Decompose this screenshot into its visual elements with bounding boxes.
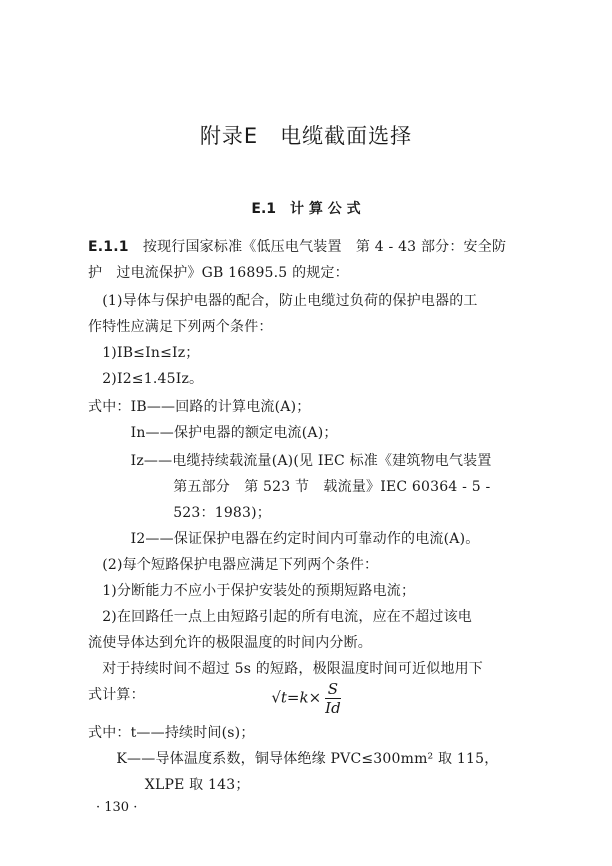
- clause-text: 按现行国家标准《低压电气装置 第 4 - 43 部分：安全防: [128, 239, 507, 255]
- formula-lhs: √t=k×: [271, 688, 322, 707]
- definition-line: In——保护电器的额定电流(A)；: [88, 425, 338, 441]
- clause-number: E.1.1: [88, 239, 129, 255]
- text-line: (1)导体与保护电器的配合，防止电缆过负荷的保护电器的工: [88, 293, 478, 309]
- text-line: 式计算：: [88, 687, 145, 703]
- text-line: 2)在回路任一点上由短路引起的所有电流，应在不超过该电: [88, 609, 472, 625]
- text-line: 1)分断能力不应小于保护安装处的预期短路电流；: [88, 583, 416, 599]
- appendix-title: 附录E 电缆截面选择: [199, 124, 413, 148]
- definition-line: I2——保证保护电器在约定时间内可靠动作的电流(A)。: [88, 531, 480, 547]
- definition-line: XLPE 取 143；: [88, 777, 250, 793]
- definition-line: 第五部分 第 523 节 载流量》IEC 60364 - 5 -: [88, 479, 491, 495]
- formula-fraction: [325, 680, 341, 717]
- clause-line: [88, 236, 506, 256]
- section-title: E.1 计 算 公 式: [251, 201, 361, 217]
- text-line: 对于持续时间不超过 5s 的短路，极限温度时间可近似地用下: [88, 661, 483, 677]
- page-number: · 130 ·: [96, 800, 138, 815]
- formula-numerator: S: [325, 680, 341, 699]
- text-line: 作特性应满足下列两个条件：: [88, 319, 273, 335]
- definition-line: 式中：IB——回路的计算电流(A)；: [88, 399, 311, 415]
- text-line: (2)每个短路保护电器应满足下列两个条件：: [88, 557, 379, 573]
- text-line: 护 过电流保护》GB 16895.5 的规定：: [88, 265, 349, 281]
- text-line: 流使导体达到允许的极限温度的时间内分断。: [88, 635, 372, 651]
- definition-line: 式中：t——持续时间(s)；: [88, 725, 255, 741]
- definition-line: 523：1983)；: [88, 505, 272, 521]
- formula-denominator: Id: [325, 699, 341, 717]
- text-line: 1)IB≤In≤Iz；: [88, 345, 200, 361]
- definition-line: Iz——电缆持续载流量(A)(见 IEC 标准《建筑物电气装置: [88, 453, 492, 469]
- short-circuit-formula: [0, 680, 612, 717]
- definition-line: K——导体温度系数，铜导体绝缘 PVC≤300mm² 取 115，: [88, 751, 499, 767]
- text-line: 2)I2≤1.45Iz。: [88, 371, 204, 387]
